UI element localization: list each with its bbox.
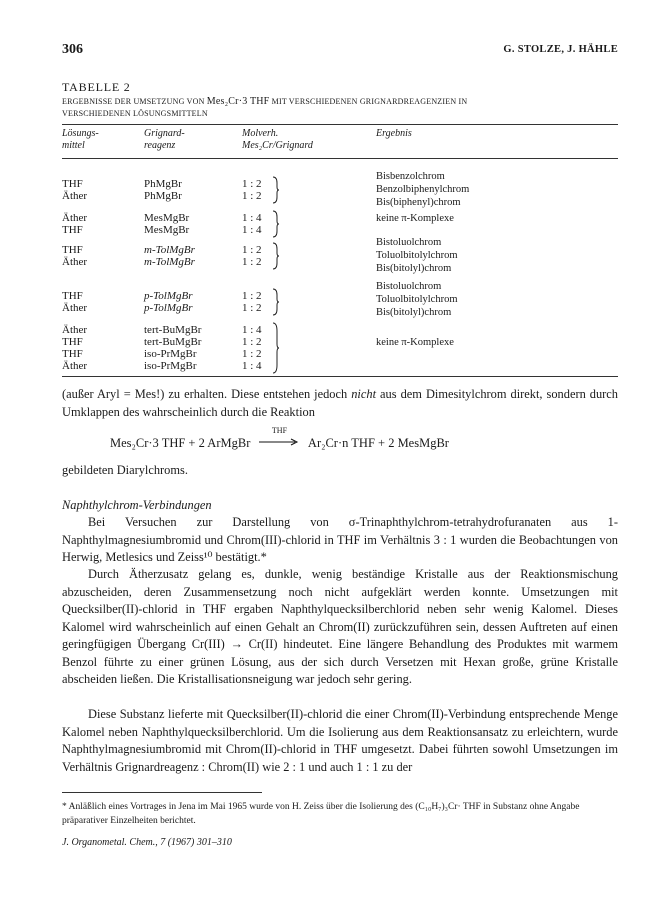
cell-grignard: m-TolMgBr <box>144 256 195 268</box>
cell-ratio: 1 : 4 <box>242 212 262 224</box>
text-run: aus dem Dimesitylchrom direkt, sondern durch Umklappen des wahrscheinlich durch die Reaktion <box>62 387 618 419</box>
table-header-grignard <box>144 128 185 152</box>
cell-grignard: MesMgBr <box>144 224 190 236</box>
cell-grignard: PhMgBr <box>144 178 182 190</box>
header-line: mittel <box>62 140 85 151</box>
result-line: Bis(biphenyl)chrom <box>376 197 461 208</box>
brace <box>272 242 280 270</box>
reaction-equation <box>110 426 449 451</box>
result-line: Bistoluolchrom <box>376 237 442 248</box>
result-line: Bis(bitolyl)chrom <box>376 307 452 318</box>
paragraph-4 <box>62 566 618 689</box>
arrow-label: THF <box>271 426 288 435</box>
table-header-solvent <box>62 128 99 152</box>
result-line: Benzolbiphenylchrom <box>376 184 470 195</box>
cell-solvent: Äther <box>62 302 88 314</box>
cell-grignard: tert-BuMgBr <box>144 336 202 348</box>
running-header <box>62 42 618 62</box>
cell-solvent: THF <box>62 224 83 236</box>
result-group-2 <box>376 212 454 225</box>
result-line: Toluolbitolylchrom <box>376 294 458 305</box>
cell-ratio: 1 : 2 <box>242 178 262 190</box>
cell-grignard: PhMgBr <box>144 190 182 202</box>
cell-solvent: THF <box>62 348 83 360</box>
caption-line-2: VERSCHIEDENEN LÖSUNGSMITTELN <box>62 109 208 118</box>
cell-solvent: THF <box>62 178 83 190</box>
footnote-rule <box>62 792 262 793</box>
text-run: Durch Ätherzusatz gelang es, dunkle, wenig beständige Kristalle aus der Reaktionsmischung abzuscheiden, deren Zusammensetzung noch nicht aufgeklärt werden konnte. Umsetzungen mit Quecksilber(II)-chlorid in THF ergaben Naphthylquecksilberchlorid neben sehr wenig Kalomel. Dieses Kalomel wird wahrscheinlich auf einen Gehalt an Chrom(II) zurückzuführen sein, dessen Auftreten auf einen geringfügigen Übergang Cr(III) → Cr(II) hindeutet. Eine längere Behandlung des Produktes mit warmem Benzol führte zu einer grünen Lösung, aus der sich durch Versetzen mit Hexan große, grüne Kristalle abscheiden ließen. Die Kristallisationsneigung war jedoch sehr gering. <box>62 567 618 686</box>
brace <box>272 288 280 316</box>
cell-ratio: 1 : 2 <box>242 256 262 268</box>
cell-ratio: 1 : 4 <box>242 360 262 372</box>
paragraph-1 <box>62 386 618 421</box>
cell-solvent: Äther <box>62 360 88 372</box>
cell-ratio: 1 : 2 <box>242 348 262 360</box>
table-header-result <box>376 128 412 140</box>
footnote: * Anläßlich eines Vortrages in Jena im Mai 1965 wurde von H. Zeiss über die Isolierung des (C₁₀H₇)₃Cr· THF in Substanz ohne Angabe präparativer Einzelheiten berichtet. <box>62 802 580 826</box>
cell-solvent: Äther <box>62 324 88 336</box>
header-line: Mes₂Cr/Grignard <box>242 140 313 151</box>
journal-text: J. Organometal. Chem., 7 (1967) 301–310 <box>62 837 232 848</box>
arrow-icon <box>259 437 299 447</box>
equation-right: Ar₂Cr·n THF + 2 MesMgBr <box>307 436 449 450</box>
cell-ratio: 1 : 2 <box>242 190 262 202</box>
cell-ratio: 1 : 2 <box>242 290 262 302</box>
text-run: (außer Aryl = Mes!) zu erhalten. Diese entstehen jedoch <box>62 387 352 401</box>
result-group-5 <box>376 336 454 349</box>
cell-ratio: 1 : 2 <box>242 302 262 314</box>
cell-grignard: MesMgBr <box>144 212 190 224</box>
cell-grignard: iso-PrMgBr <box>144 348 197 360</box>
table-top-rule <box>62 124 618 125</box>
paragraph-5 <box>62 706 618 776</box>
header-line: Lösungs- <box>62 128 99 139</box>
table-bottom-rule <box>62 376 618 377</box>
header-line: reagenz <box>144 140 176 151</box>
result-line: keine π-Komplexe <box>376 213 454 224</box>
equation-left: Mes₂Cr·3 THF + 2 ArMgBr <box>110 436 251 450</box>
result-line: Toluolbitolylchrom <box>376 250 458 261</box>
text-run: Diese Substanz lieferte mit Quecksilber(II)-chlorid die einer Chrom(II)-Verbindung entsprechende Menge Kalomel neben Naphthylquecksilberchlorid. Um die Isolierung aus dem Reaktionsansatz zu erleichtern, wurde Naphthylmagnesiumbromid mit Chrom(II)-chlorid in THF umgesetzt. Dabei führten sowohl Umsetzungen im Verhältnis Grignardreagenz : Chrom(II) wie 2 : 1 und auch 1 : 1 zu der <box>62 707 618 774</box>
text-run: gebildeten Diarylchroms. <box>62 463 188 477</box>
cell-ratio: 1 : 4 <box>242 224 262 236</box>
cell-ratio: 1 : 4 <box>242 324 262 336</box>
cell-ratio: 1 : 2 <box>242 244 262 256</box>
cell-grignard: p-TolMgBr <box>144 302 193 314</box>
page-number: 306 <box>62 42 83 57</box>
caption-part-1: ERGEBNISSE DER UMSETZUNG VON <box>62 97 207 106</box>
table-title: TABELLE 2 <box>62 80 131 94</box>
table-header-ratio <box>242 128 313 152</box>
text-run: Bei Versuchen zur Darstellung von σ-Trinaphthylchrom-tetrahydrofuranaten aus 1-Naphthylmagnesiumbromid und Chrom(III)-chlorid in THF im Verhältnis 3 : 1 wurden die Beobachtungen von Herwig, Metlesics und Zeiss¹⁰ bestätigt.* <box>62 515 618 564</box>
result-line: Bis(bitolyl)chrom <box>376 263 452 274</box>
emphasis: nicht <box>351 387 377 401</box>
paragraph-3 <box>62 514 618 567</box>
caption-part-2: MIT VERSCHIEDENEN GRIGNARDREAGENZIEN IN <box>269 97 468 106</box>
reaction-arrow <box>259 426 299 450</box>
table-caption <box>62 96 618 120</box>
cell-solvent: Äther <box>62 190 88 202</box>
cell-grignard: iso-PrMgBr <box>144 360 197 372</box>
cell-solvent: THF <box>62 336 83 348</box>
result-line: keine π-Komplexe <box>376 337 454 348</box>
paragraph-2 <box>62 462 618 480</box>
result-group-3 <box>376 236 458 275</box>
header-line: Grignard- <box>144 128 185 139</box>
cell-grignard: m-TolMgBr <box>144 244 195 256</box>
section-heading: Naphthylchrom-Verbindungen <box>62 498 212 512</box>
cell-solvent: Äther <box>62 256 88 268</box>
cell-grignard: tert-BuMgBr <box>144 324 202 336</box>
header-line: Molverh. <box>242 128 279 139</box>
cell-solvent: THF <box>62 244 83 256</box>
cell-ratio: 1 : 2 <box>242 336 262 348</box>
caption-formula: Mes₂Cr·3 THF <box>206 96 270 107</box>
cell-solvent: Äther <box>62 212 88 224</box>
journal-citation <box>62 837 232 848</box>
result-group-4 <box>376 280 458 319</box>
header-line: Ergebnis <box>376 128 412 139</box>
running-authors: G. STOLZE, J. HÄHLE <box>503 44 618 55</box>
brace <box>272 210 280 238</box>
table-header-rule <box>62 158 618 159</box>
cell-solvent: THF <box>62 290 83 302</box>
brace <box>272 322 280 374</box>
result-line: Bistoluolchrom <box>376 281 442 292</box>
result-group-1 <box>376 170 469 209</box>
result-line: Bisbenzolchrom <box>376 171 445 182</box>
cell-grignard: p-TolMgBr <box>144 290 193 302</box>
brace <box>272 176 280 204</box>
